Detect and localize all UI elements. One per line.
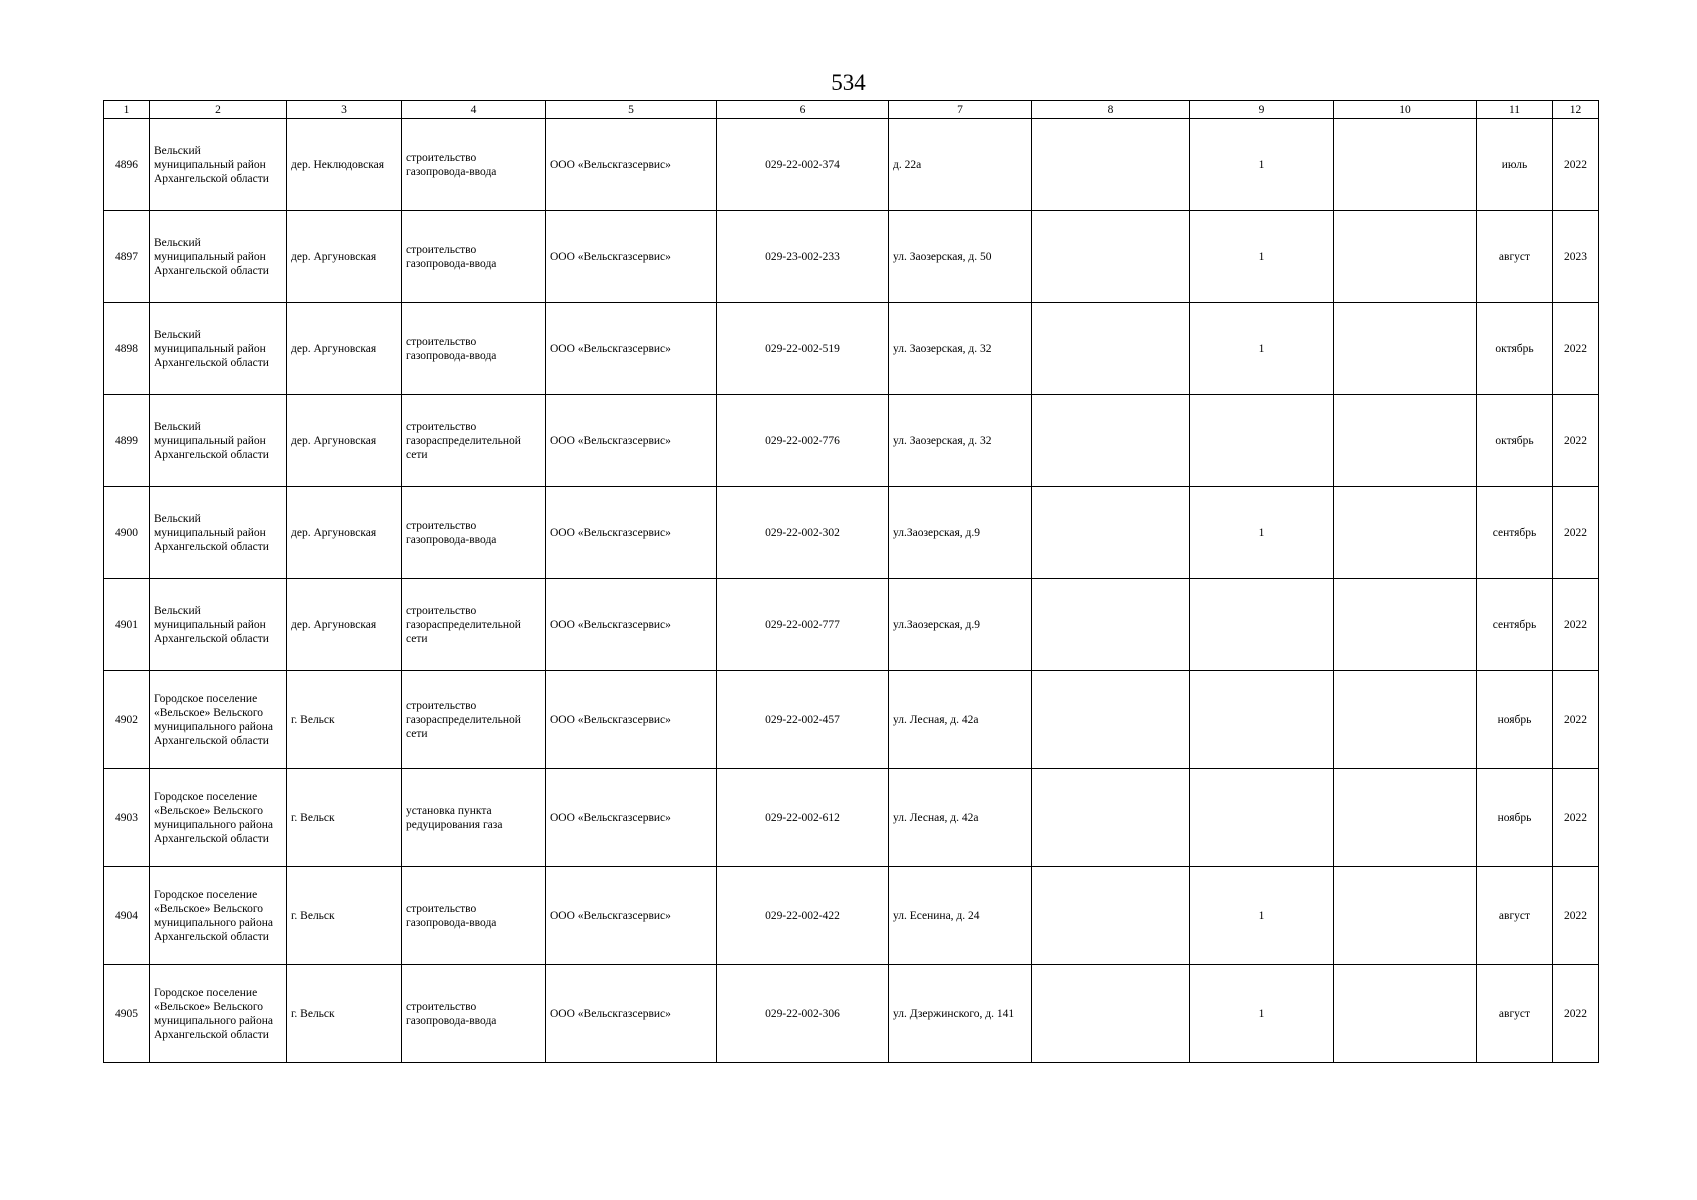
work-type-cell: строительство газопровода-ввода [402,965,546,1063]
address-cell: ул.Заозерская, д.9 [889,579,1032,671]
table-row [104,487,1599,579]
column-10-cell [1334,303,1477,395]
object-code-cell: 029-23-002-233 [717,211,889,303]
row-number-cell: 4902 [104,671,150,769]
address-cell: ул.Заозерская, д.9 [889,487,1032,579]
column-9-cell: 1 [1190,303,1334,395]
settlement-cell: г. Вельск [287,965,402,1063]
column-10-cell [1334,395,1477,487]
column-8-cell [1032,119,1190,211]
column-10-cell [1334,965,1477,1063]
row-number-cell: 4897 [104,211,150,303]
column-8-cell [1032,395,1190,487]
settlement-cell: дер. Аргуновская [287,579,402,671]
month-cell: сентябрь [1477,579,1553,671]
year-cell: 2022 [1553,769,1599,867]
object-code-cell: 029-22-002-422 [717,867,889,965]
year-cell: 2022 [1553,395,1599,487]
column-8-cell [1032,487,1190,579]
table-row [104,867,1599,965]
municipality-cell: Городское поселение «Вельское» Вельского муниципального района Архангельской области [150,769,287,867]
organization-cell: ООО «Вельскгазсервис» [546,211,717,303]
settlement-cell: дер. Аргуновская [287,487,402,579]
column-8-cell [1032,965,1190,1063]
column-9-cell: 1 [1190,119,1334,211]
column-10-cell [1334,671,1477,769]
municipality-cell: Вельский муниципальный район Архангельской области [150,303,287,395]
month-cell: август [1477,867,1553,965]
work-type-cell: строительство газопровода-ввода [402,119,546,211]
column-header: 9 [1190,101,1334,119]
work-type-cell: строительство газопровода-ввода [402,487,546,579]
month-cell: август [1477,211,1553,303]
column-header: 2 [150,101,287,119]
object-code-cell: 029-22-002-519 [717,303,889,395]
object-code-cell: 029-22-002-302 [717,487,889,579]
column-header: 12 [1553,101,1599,119]
address-cell: д. 22а [889,119,1032,211]
column-9-cell: 1 [1190,211,1334,303]
settlement-cell: г. Вельск [287,769,402,867]
row-number-cell: 4903 [104,769,150,867]
column-10-cell [1334,769,1477,867]
year-cell: 2022 [1553,867,1599,965]
settlement-cell: дер. Аргуновская [287,395,402,487]
municipality-cell: Городское поселение «Вельское» Вельского муниципального района Архангельской области [150,965,287,1063]
row-number-cell: 4900 [104,487,150,579]
column-header: 8 [1032,101,1190,119]
address-cell: ул. Заозерская, д. 32 [889,303,1032,395]
table-row [104,119,1599,211]
work-type-cell: строительство газопровода-ввода [402,303,546,395]
municipality-cell: Вельский муниципальный район Архангельской области [150,211,287,303]
municipality-cell: Вельский муниципальный район Архангельской области [150,487,287,579]
organization-cell: ООО «Вельскгазсервис» [546,769,717,867]
organization-cell: ООО «Вельскгазсервис» [546,867,717,965]
column-8-cell [1032,867,1190,965]
year-cell: 2022 [1553,303,1599,395]
column-8-cell [1032,303,1190,395]
column-9-cell [1190,769,1334,867]
column-10-cell [1334,579,1477,671]
organization-cell: ООО «Вельскгазсервис» [546,487,717,579]
column-number-row [104,101,1599,119]
table-row [104,579,1599,671]
address-cell: ул. Есенина, д. 24 [889,867,1032,965]
settlement-cell: дер. Аргуновская [287,303,402,395]
municipality-cell: Городское поселение «Вельское» Вельского муниципального района Архангельской области [150,867,287,965]
row-number-cell: 4899 [104,395,150,487]
settlement-cell: дер. Аргуновская [287,211,402,303]
column-header: 4 [402,101,546,119]
table-row [104,965,1599,1063]
settlement-cell: дер. Неклюдовская [287,119,402,211]
column-8-cell [1032,579,1190,671]
object-code-cell: 029-22-002-306 [717,965,889,1063]
settlement-cell: г. Вельск [287,867,402,965]
column-header: 11 [1477,101,1553,119]
object-code-cell: 029-22-002-777 [717,579,889,671]
column-header: 6 [717,101,889,119]
column-8-cell [1032,211,1190,303]
month-cell: ноябрь [1477,769,1553,867]
register-table [103,100,1599,1063]
settlement-cell: г. Вельск [287,671,402,769]
column-9-cell: 1 [1190,487,1334,579]
municipality-cell: Вельский муниципальный район Архангельской области [150,119,287,211]
row-number-cell: 4904 [104,867,150,965]
column-header: 10 [1334,101,1477,119]
column-9-cell [1190,579,1334,671]
year-cell: 2022 [1553,487,1599,579]
address-cell: ул. Дзержинского, д. 141 [889,965,1032,1063]
table-row [104,769,1599,867]
table-body [104,119,1599,1063]
work-type-cell: строительство газопровода-ввода [402,211,546,303]
column-10-cell [1334,867,1477,965]
organization-cell: ООО «Вельскгазсервис» [546,671,717,769]
column-10-cell [1334,119,1477,211]
municipality-cell: Вельский муниципальный район Архангельской области [150,395,287,487]
column-10-cell [1334,211,1477,303]
work-type-cell: строительство газораспределительной сети [402,671,546,769]
column-8-cell [1032,671,1190,769]
column-9-cell: 1 [1190,965,1334,1063]
work-type-cell: строительство газораспределительной сети [402,579,546,671]
month-cell: август [1477,965,1553,1063]
work-type-cell: строительство газопровода-ввода [402,867,546,965]
year-cell: 2023 [1553,211,1599,303]
address-cell: ул. Заозерская, д. 32 [889,395,1032,487]
work-type-cell: установка пункта редуцирования газа [402,769,546,867]
organization-cell: ООО «Вельскгазсервис» [546,303,717,395]
address-cell: ул. Лесная, д. 42а [889,769,1032,867]
column-9-cell [1190,671,1334,769]
organization-cell: ООО «Вельскгазсервис» [546,119,717,211]
column-header: 7 [889,101,1032,119]
address-cell: ул. Лесная, д. 42а [889,671,1032,769]
page-number: 534 [831,70,866,95]
work-type-cell: строительство газораспределительной сети [402,395,546,487]
table-row [104,211,1599,303]
municipality-cell: Вельский муниципальный район Архангельской области [150,579,287,671]
row-number-cell: 4898 [104,303,150,395]
month-cell: июль [1477,119,1553,211]
object-code-cell: 029-22-002-457 [717,671,889,769]
table-row [104,395,1599,487]
column-header: 5 [546,101,717,119]
year-cell: 2022 [1553,579,1599,671]
year-cell: 2022 [1553,671,1599,769]
object-code-cell: 029-22-002-374 [717,119,889,211]
column-header: 1 [104,101,150,119]
address-cell: ул. Заозерская, д. 50 [889,211,1032,303]
organization-cell: ООО «Вельскгазсервис» [546,395,717,487]
table-row [104,303,1599,395]
row-number-cell: 4896 [104,119,150,211]
row-number-cell: 4901 [104,579,150,671]
organization-cell: ООО «Вельскгазсервис» [546,579,717,671]
year-cell: 2022 [1553,965,1599,1063]
year-cell: 2022 [1553,119,1599,211]
month-cell: ноябрь [1477,671,1553,769]
object-code-cell: 029-22-002-776 [717,395,889,487]
column-9-cell [1190,395,1334,487]
month-cell: октябрь [1477,395,1553,487]
table-row [104,671,1599,769]
month-cell: сентябрь [1477,487,1553,579]
municipality-cell: Городское поселение «Вельское» Вельского муниципального района Архангельской области [150,671,287,769]
column-8-cell [1032,769,1190,867]
object-code-cell: 029-22-002-612 [717,769,889,867]
row-number-cell: 4905 [104,965,150,1063]
month-cell: октябрь [1477,303,1553,395]
column-9-cell: 1 [1190,867,1334,965]
column-header: 3 [287,101,402,119]
column-10-cell [1334,487,1477,579]
organization-cell: ООО «Вельскгазсервис» [546,965,717,1063]
